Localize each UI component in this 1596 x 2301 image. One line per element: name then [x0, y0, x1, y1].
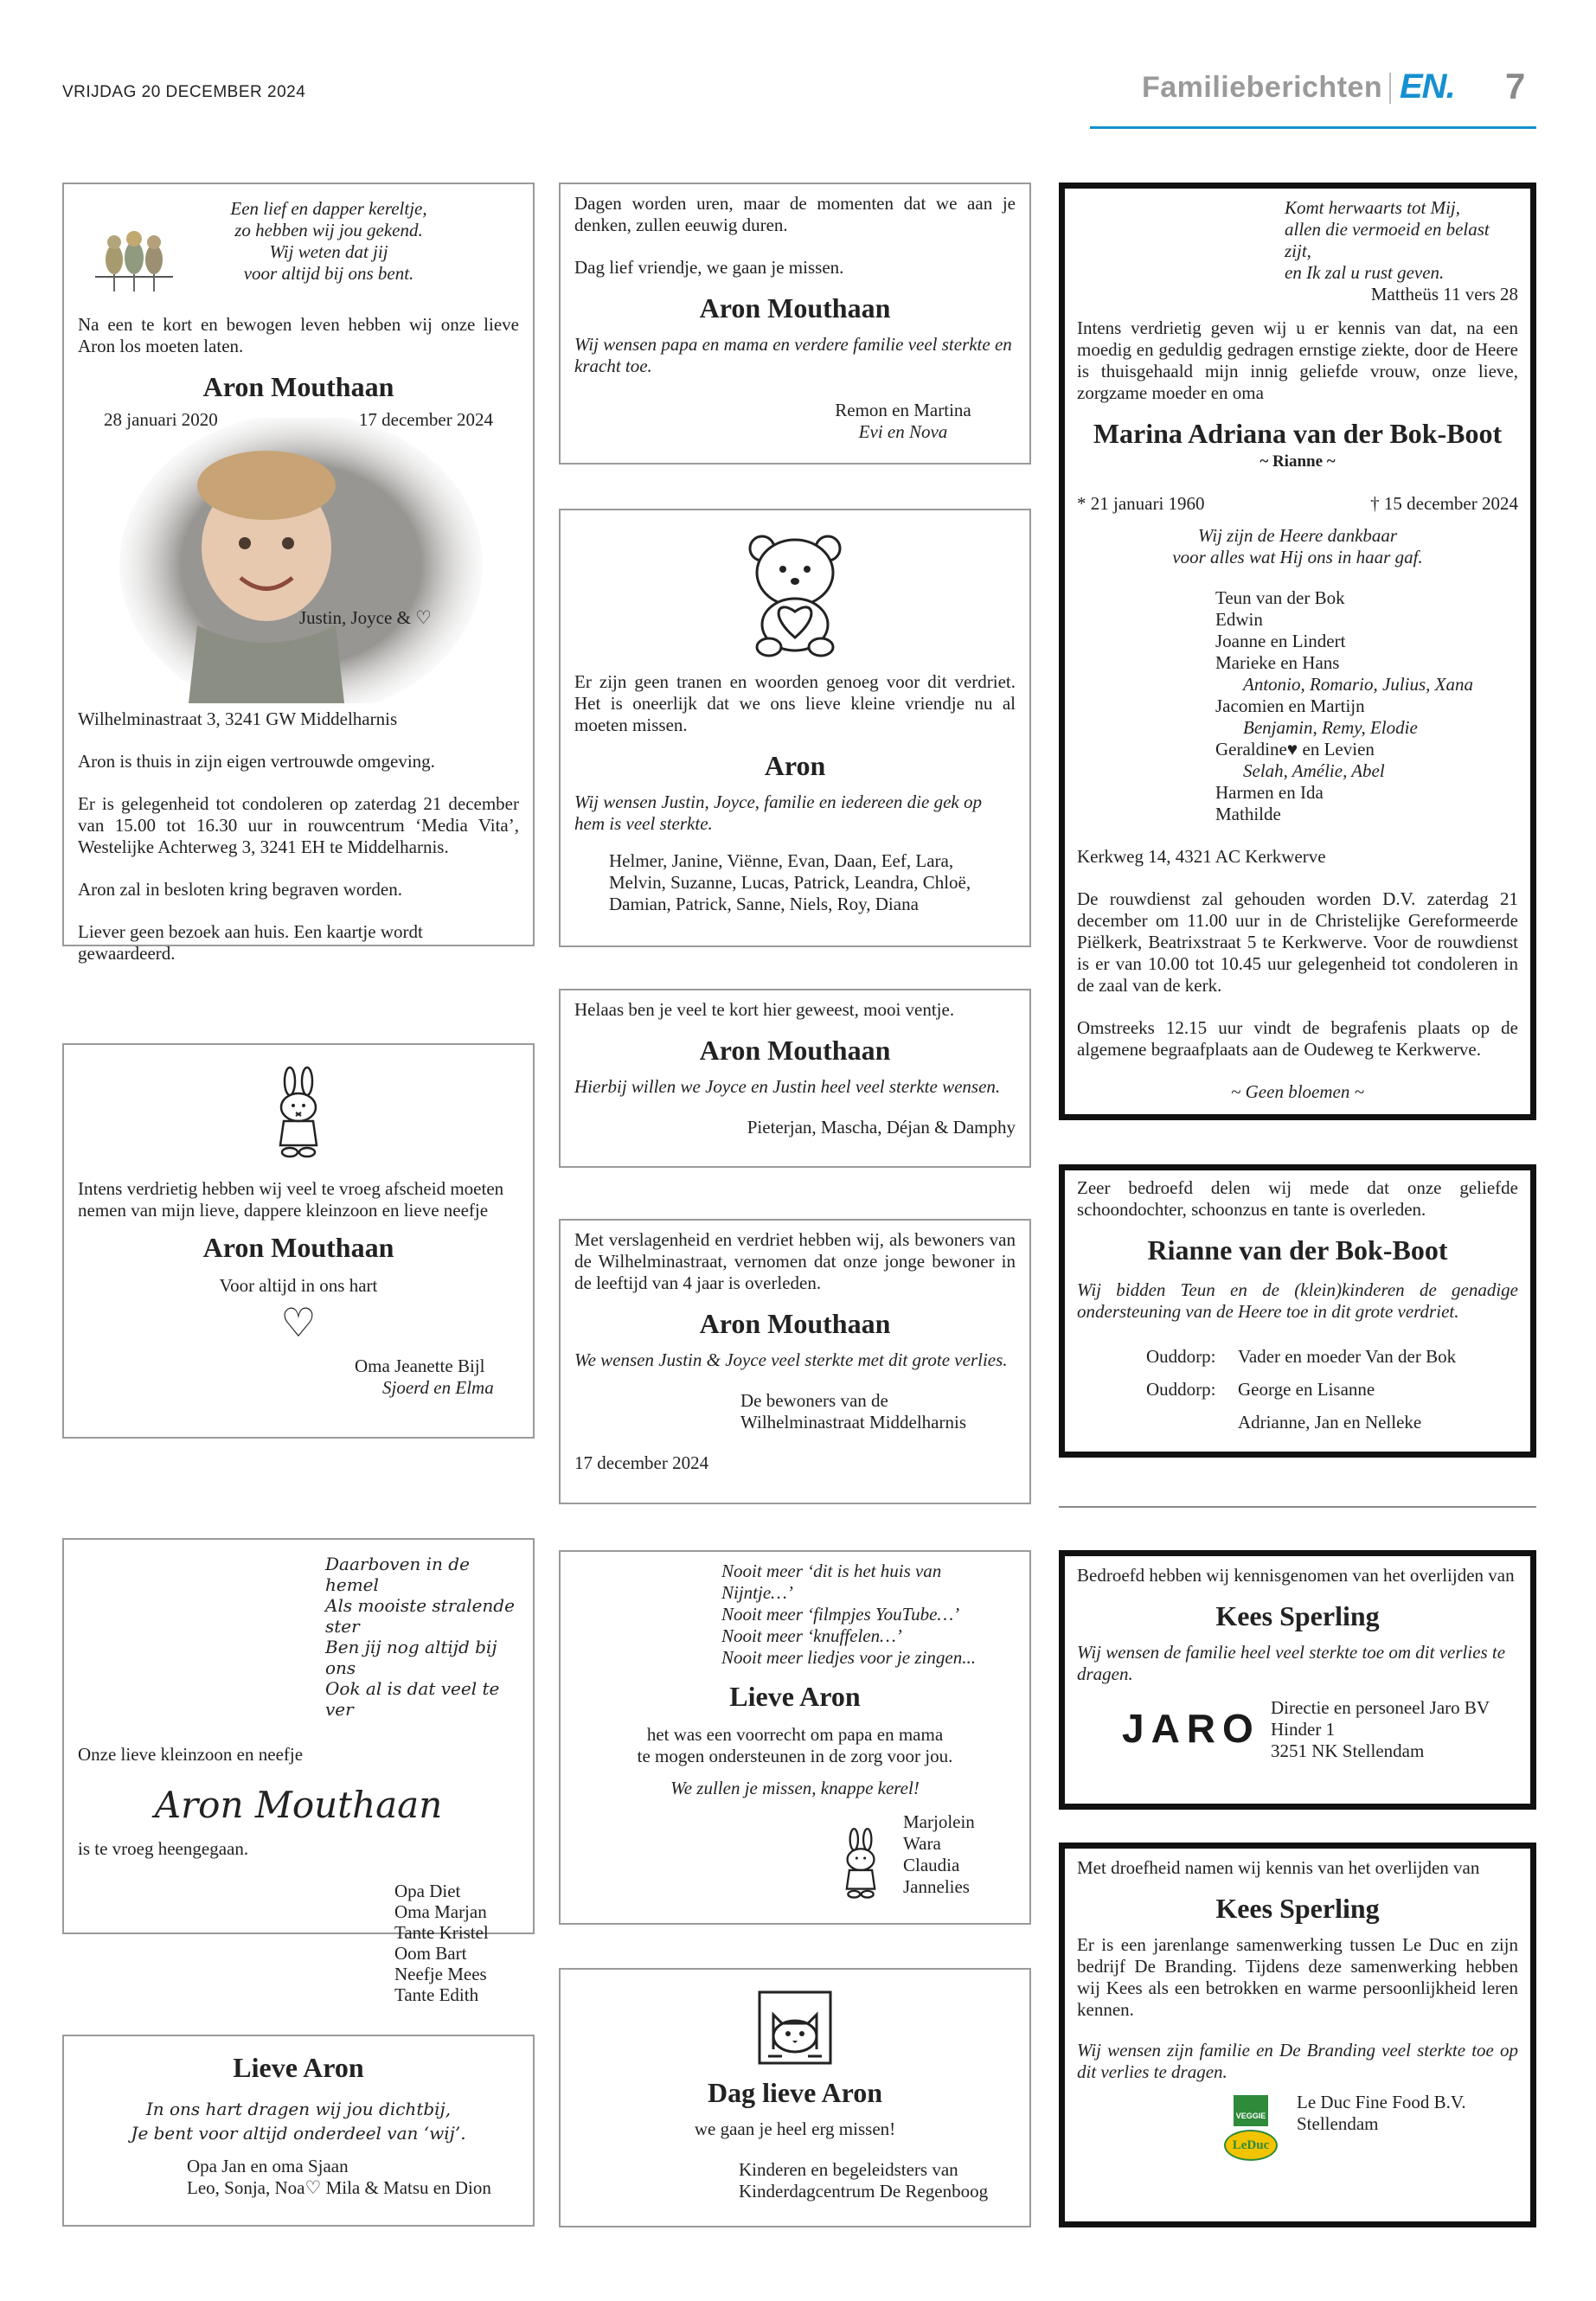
- signature: Opa Diet: [394, 1881, 461, 1901]
- place: Ouddorp:: [1146, 1379, 1216, 1400]
- address: Wilhelminastraat 3, 3241 GW Middelharnis: [78, 708, 398, 729]
- ad-date: 17 december 2024: [574, 1452, 709, 1473]
- signature: Helmer, Janine, Viënne, Evan, Daan, Eef, Lara, Melvin, Suzanne, Lucas, Patrick, Leandra, Chloë, Damian, Patrick, Sanne, Niels, Roy, Diana: [609, 850, 971, 914]
- wish-text: Wij wensen zijn familie en De Branding veel sterkte toe op dit verlies te dragen.: [1077, 2040, 1518, 2082]
- family-member: Marieke en Hans: [1215, 652, 1340, 673]
- signature: Pieterjan, Mascha, Déjan & Damphy: [747, 1117, 1016, 1138]
- deceased-name: Aron Mouthaan: [202, 1232, 394, 1263]
- poem-line: Ben jij nog altijd bij ons: [325, 1637, 497, 1678]
- signature: Mila & Matsu en Dion: [325, 2177, 491, 2198]
- intro-text: Met verslagenheid en verdriet hebben wij, als bewoners van de Wilhelminastraat, vernomen dat onze jonge bewoner in de leeftijd van 4 jaar is overleden.: [574, 1229, 1016, 1293]
- signature: Oma Marjan: [394, 1901, 487, 1922]
- deceased-name: Aron Mouthaan: [154, 1784, 443, 1826]
- heart-icon: ♡: [304, 2177, 322, 2198]
- deceased-name: Dag lieve Aron: [707, 2077, 883, 2108]
- heart-icon: ♡: [280, 1301, 317, 1345]
- nickname: ~ Rianne ~: [1259, 452, 1336, 471]
- signature: Kinderen en begeleidsters van: [739, 2159, 958, 2180]
- section-title: Familieberichten: [1142, 71, 1383, 104]
- condolence-text: Er is gelegenheid tot condoleren op zaterdag 21 december van 15.00 tot 16.30 uur in rouwcentrum ‘Media Vita’, Westelijke Achterweg 3, 3241 EH te Middelharnis.: [78, 793, 519, 857]
- obituary-aron-caregivers: [559, 1550, 1031, 1925]
- signature: Jannelies: [903, 1876, 970, 1897]
- thanks-line: voor alles wat Hij ons in haar gaf.: [1172, 547, 1423, 567]
- birth-date: * 21 januari 1960: [1077, 493, 1205, 514]
- signature: Vader en moeder Van der Bok: [1238, 1346, 1457, 1367]
- poem-line: In ons hart dragen wij jou dichtbij,: [145, 2099, 452, 2119]
- text-line: het was een voorrecht om papa en mama: [646, 1724, 944, 1745]
- obituary-aron-family: [62, 183, 535, 964]
- signature: Leo, Sonja, Noa: [187, 2177, 305, 2198]
- poem-line: Nooit meer ‘filmpjes YouTube…’: [721, 1604, 960, 1625]
- signature: Opa Jan en oma Sjaan: [187, 2156, 349, 2176]
- column-divider: [1059, 1506, 1536, 1508]
- intro-text: Na een te kort en bewogen leven hebben wij onze lieve Aron los moeten laten.: [78, 314, 519, 356]
- signature: Le Duc Fine Food B.V.: [1297, 2092, 1466, 2112]
- signature: Wilhelminastraat Middelharnis: [740, 1412, 967, 1433]
- family-signature: Justin, Joyce &: [299, 607, 411, 628]
- deceased-name: Rianne van der Bok-Boot: [1147, 1234, 1448, 1266]
- rabbit-icon: [837, 1825, 884, 1903]
- deceased-name: Aron Mouthaan: [699, 1308, 891, 1339]
- poem-line: Nooit meer ‘dit is het huis van Nijntje…’: [721, 1561, 942, 1603]
- family-list: [1215, 587, 1518, 825]
- wish-text: Wij bidden Teun en de (klein)kinderen de genadige ondersteuning van de Heere toe in dit grote verdriet.: [1077, 1279, 1518, 1322]
- deceased-name: Aron: [764, 750, 826, 781]
- signature: Sjoerd en Elma: [382, 1377, 494, 1398]
- intro-text: Met droefheid namen wij kennis van het overlijden van: [1077, 1857, 1480, 1878]
- cat-icon: [756, 1989, 834, 2067]
- intro-text: Intens verdrietig hebben wij veel te vroeg afscheid moeten nemen van mijn lieve, dappere kleinzoon en lieve neefje: [78, 1178, 504, 1221]
- farewell-line: Dag lief vriendje, we gaan je missen.: [574, 257, 844, 278]
- teddy-bear-icon: [743, 529, 847, 659]
- intro-text: Onze lieve kleinzoon en neefje: [78, 1744, 304, 1765]
- poem-line: Nooit meer liedjes voor je zingen...: [721, 1647, 976, 1668]
- signature: Hinder 1: [1271, 1719, 1336, 1740]
- wish-text: Wij wensen papa en mama en verdere familie veel sterkte en kracht toe.: [574, 334, 1012, 376]
- obituary-lieve-aron: [62, 2035, 535, 2227]
- obituary-kees-leduc: [1059, 1843, 1536, 2227]
- family-member: Joanne en Lindert: [1215, 631, 1346, 651]
- issue-date: VRIJDAG 20 DECEMBER 2024: [62, 83, 306, 101]
- rabbit-icon: [268, 1066, 329, 1161]
- header-divider: [1389, 73, 1391, 104]
- family-member: Benjamin, Remy, Elodie: [1243, 717, 1418, 738]
- signature: Adrianne, Jan en Nelleke: [1238, 1412, 1422, 1433]
- poem-line: zo hebben wij jou gekend.: [234, 220, 423, 240]
- family-member: Teun van der Bok: [1215, 587, 1345, 608]
- obituary-aron-friends: [559, 509, 1031, 947]
- intro-text: Dagen worden uren, maar de momenten dat we aan je denken, zullen eeuwig duren.: [574, 193, 1016, 235]
- poem-line: Een lief en dapper kereltje,: [230, 198, 427, 219]
- deceased-name: Marina Adriana van der Bok-Boot: [1093, 418, 1503, 449]
- obituary-aron-grandparents: [62, 1538, 535, 2005]
- obituary-aron-daycare: [559, 1968, 1031, 2227]
- place: Ouddorp:: [1146, 1346, 1216, 1367]
- intro-text: Intens verdrietig geven wij u er kennis van dat, na een moedig en geduldig gedragen ernstige ziekte, door de Heere is thuisgehaald mijn innig geliefde vrouw, onze lieve, zorgzame moeder en oma: [1077, 317, 1518, 403]
- text-line: We zullen je missen, knappe kerel!: [670, 1778, 920, 1798]
- death-date: † 15 december 2024: [1370, 493, 1518, 514]
- deceased-name: Lieve Aron: [233, 2052, 364, 2083]
- birth-date: 28 januari 2020: [104, 409, 218, 430]
- wish-text: Wij wensen Justin, Joyce, familie en iedereen die gek op hem is veel sterkte.: [574, 792, 982, 834]
- verse-line: allen die vermoeid en belast zijt,: [1285, 219, 1490, 261]
- deceased-name: Aron Mouthaan: [202, 371, 394, 402]
- flowers-note: ~ Geen bloemen ~: [1231, 1081, 1364, 1102]
- heart-icon: ♡: [415, 607, 432, 628]
- header-rule: [1090, 126, 1536, 129]
- jaro-logo: JARO: [1122, 1706, 1260, 1751]
- burial-text: Omstreeks 12.15 uur vindt de begrafenis plaats op de algemene begraafplaats aan de Oudeweg te Kerkwerve.: [1077, 1017, 1518, 1060]
- poem-line: voor altijd bij ons bent.: [243, 263, 414, 284]
- obituary-rianne: [1059, 1164, 1536, 1458]
- home-text: Aron is thuis in zijn eigen vertrouwde omgeving.: [78, 751, 435, 772]
- intro-text: Zeer bedroefd delen wij mede dat onze geliefde schoondochter, schoonzus en tante is overleden.: [1077, 1177, 1518, 1220]
- thanks-line: Wij zijn de Heere dankbaar: [1197, 525, 1398, 546]
- address: Kerkweg 14, 4321 AC Kerkwerve: [1077, 846, 1326, 867]
- memory-line: Voor altijd in ons hart: [219, 1275, 378, 1296]
- verse-line: Komt herwaarts tot Mij,: [1285, 197, 1461, 218]
- visit-text: Liever geen bezoek aan huis. Een kaartje wordt gewaardeerd.: [78, 921, 423, 964]
- signature: Oom Bart: [394, 1943, 467, 1964]
- obituary-aron-neighbours: [559, 1219, 1031, 1504]
- signature: 3251 NK Stellendam: [1271, 1740, 1425, 1761]
- family-member: Geraldine♥ en Levien: [1215, 739, 1375, 760]
- family-member: Jacomien en Martijn: [1215, 695, 1365, 716]
- obituary-aron-remon: [559, 183, 1031, 465]
- obituary-marina: [1059, 183, 1536, 1120]
- poem-line: Ook al is dat veel te ver: [325, 1678, 500, 1720]
- wish-text: Hierbij willen we Joyce en Justin heel veel sterkte wensen.: [574, 1076, 1001, 1097]
- family-member: Edwin: [1215, 609, 1263, 630]
- service-text: De rouwdienst zal gehouden worden D.V. zaterdag 21 december om 11.00 uur in de Christelijke Gereformeerde Piëlkerk, Beatrixstraat 5 te Kerkwerve. Voor de rouwdienst is er van 10.00 tot 10.45 uur gelegenheid tot condoleren in de zaal van de kerk.: [1077, 888, 1518, 996]
- newspaper-logo: EN.: [1400, 67, 1455, 106]
- poem-line: Wij weten dat jij: [269, 241, 388, 262]
- verse-line: en Ik zal u rust geven.: [1285, 262, 1445, 283]
- signature: Directie en personeel Jaro BV: [1271, 1697, 1490, 1718]
- deceased-name: Lieve Aron: [729, 1681, 861, 1712]
- deceased-name: Aron Mouthaan: [699, 292, 891, 324]
- deceased-name: Kees Sperling: [1215, 1600, 1380, 1631]
- signature: Evi en Nova: [858, 421, 948, 442]
- text-line: te mogen ondersteunen in de zorg voor jou.: [637, 1746, 953, 1766]
- death-date: 17 december 2024: [358, 409, 493, 430]
- signature: Tante Kristel: [394, 1922, 489, 1943]
- signature: Remon en Martina: [835, 400, 971, 420]
- poem-line: Als mooiste stralende ster: [325, 1595, 515, 1637]
- family-member: Harmen en Ida: [1215, 782, 1324, 803]
- deceased-name: Kees Sperling: [1215, 1893, 1380, 1924]
- signature: George en Lisanne: [1238, 1379, 1375, 1400]
- intro-text: Bedroefd hebben wij kennisgenomen van het overlijden van: [1077, 1565, 1515, 1586]
- signature: Oma Jeanette Bijl: [355, 1356, 485, 1376]
- birds-icon: [95, 212, 173, 298]
- poem-line: Nooit meer ‘knuffelen…’: [721, 1625, 902, 1646]
- verse-reference: Mattheüs 11 vers 28: [1370, 284, 1518, 304]
- signature: Wara: [903, 1833, 941, 1854]
- child-photo: [111, 418, 491, 703]
- signature: Tante Edith: [394, 1984, 479, 2005]
- wish-text: Wij wensen de familie heel veel sterkte toe om dit verlies te dragen.: [1077, 1642, 1506, 1684]
- page-number: 7: [1505, 66, 1526, 106]
- signature: Marjolein: [903, 1811, 975, 1832]
- intro-text: Er zijn geen tranen en woorden genoeg voor dit verdriet. Het is oneerlijk dat we ons lieve kleine vriendje nu al moeten missen.: [574, 671, 1016, 735]
- signature: Neefje Mees: [394, 1964, 487, 1984]
- intro-text: Helaas ben je veel te kort hier geweest, mooi ventje.: [574, 999, 955, 1020]
- poem-line: Je bent voor altijd onderdeel van ‘wij’.: [131, 2123, 466, 2144]
- leduc-logo: VEGGIE LeDuc: [1224, 2095, 1278, 2171]
- after-text: is te vroeg heengegaan.: [78, 1838, 249, 1859]
- body-text: Er is een jarenlange samenwerking tussen Le Duc en zijn bedrijf De Branding. Tijdens deze samenwerking hebben wij Kees als een betrokken en warme persoonlijkheid leren kennen.: [1077, 1934, 1518, 2020]
- family-member: Antonio, Romario, Julius, Xana: [1243, 674, 1473, 695]
- wish-text: We wensen Justin & Joyce veel sterkte met dit grote verlies.: [574, 1349, 1008, 1370]
- signature: Stellendam: [1297, 2113, 1379, 2134]
- family-member: Mathilde: [1215, 804, 1281, 824]
- signature: Kinderdagcentrum De Regenboog: [739, 2181, 989, 2202]
- deceased-name: Aron Mouthaan: [699, 1035, 891, 1066]
- obituary-aron-grandma: [62, 1043, 535, 1439]
- signature: Claudia: [903, 1855, 960, 1875]
- funeral-text: Aron zal in besloten kring begraven worden.: [78, 879, 402, 900]
- obituary-kees-jaro: [1059, 1550, 1536, 1810]
- family-member: Selah, Amélie, Abel: [1243, 760, 1385, 781]
- poem-line: Daarboven in de hemel: [325, 1554, 470, 1595]
- obituary-aron-pieterjan: [559, 989, 1031, 1168]
- signature: De bewoners van de: [740, 1390, 888, 1411]
- text-line: we gaan je heel erg missen!: [694, 2118, 896, 2139]
